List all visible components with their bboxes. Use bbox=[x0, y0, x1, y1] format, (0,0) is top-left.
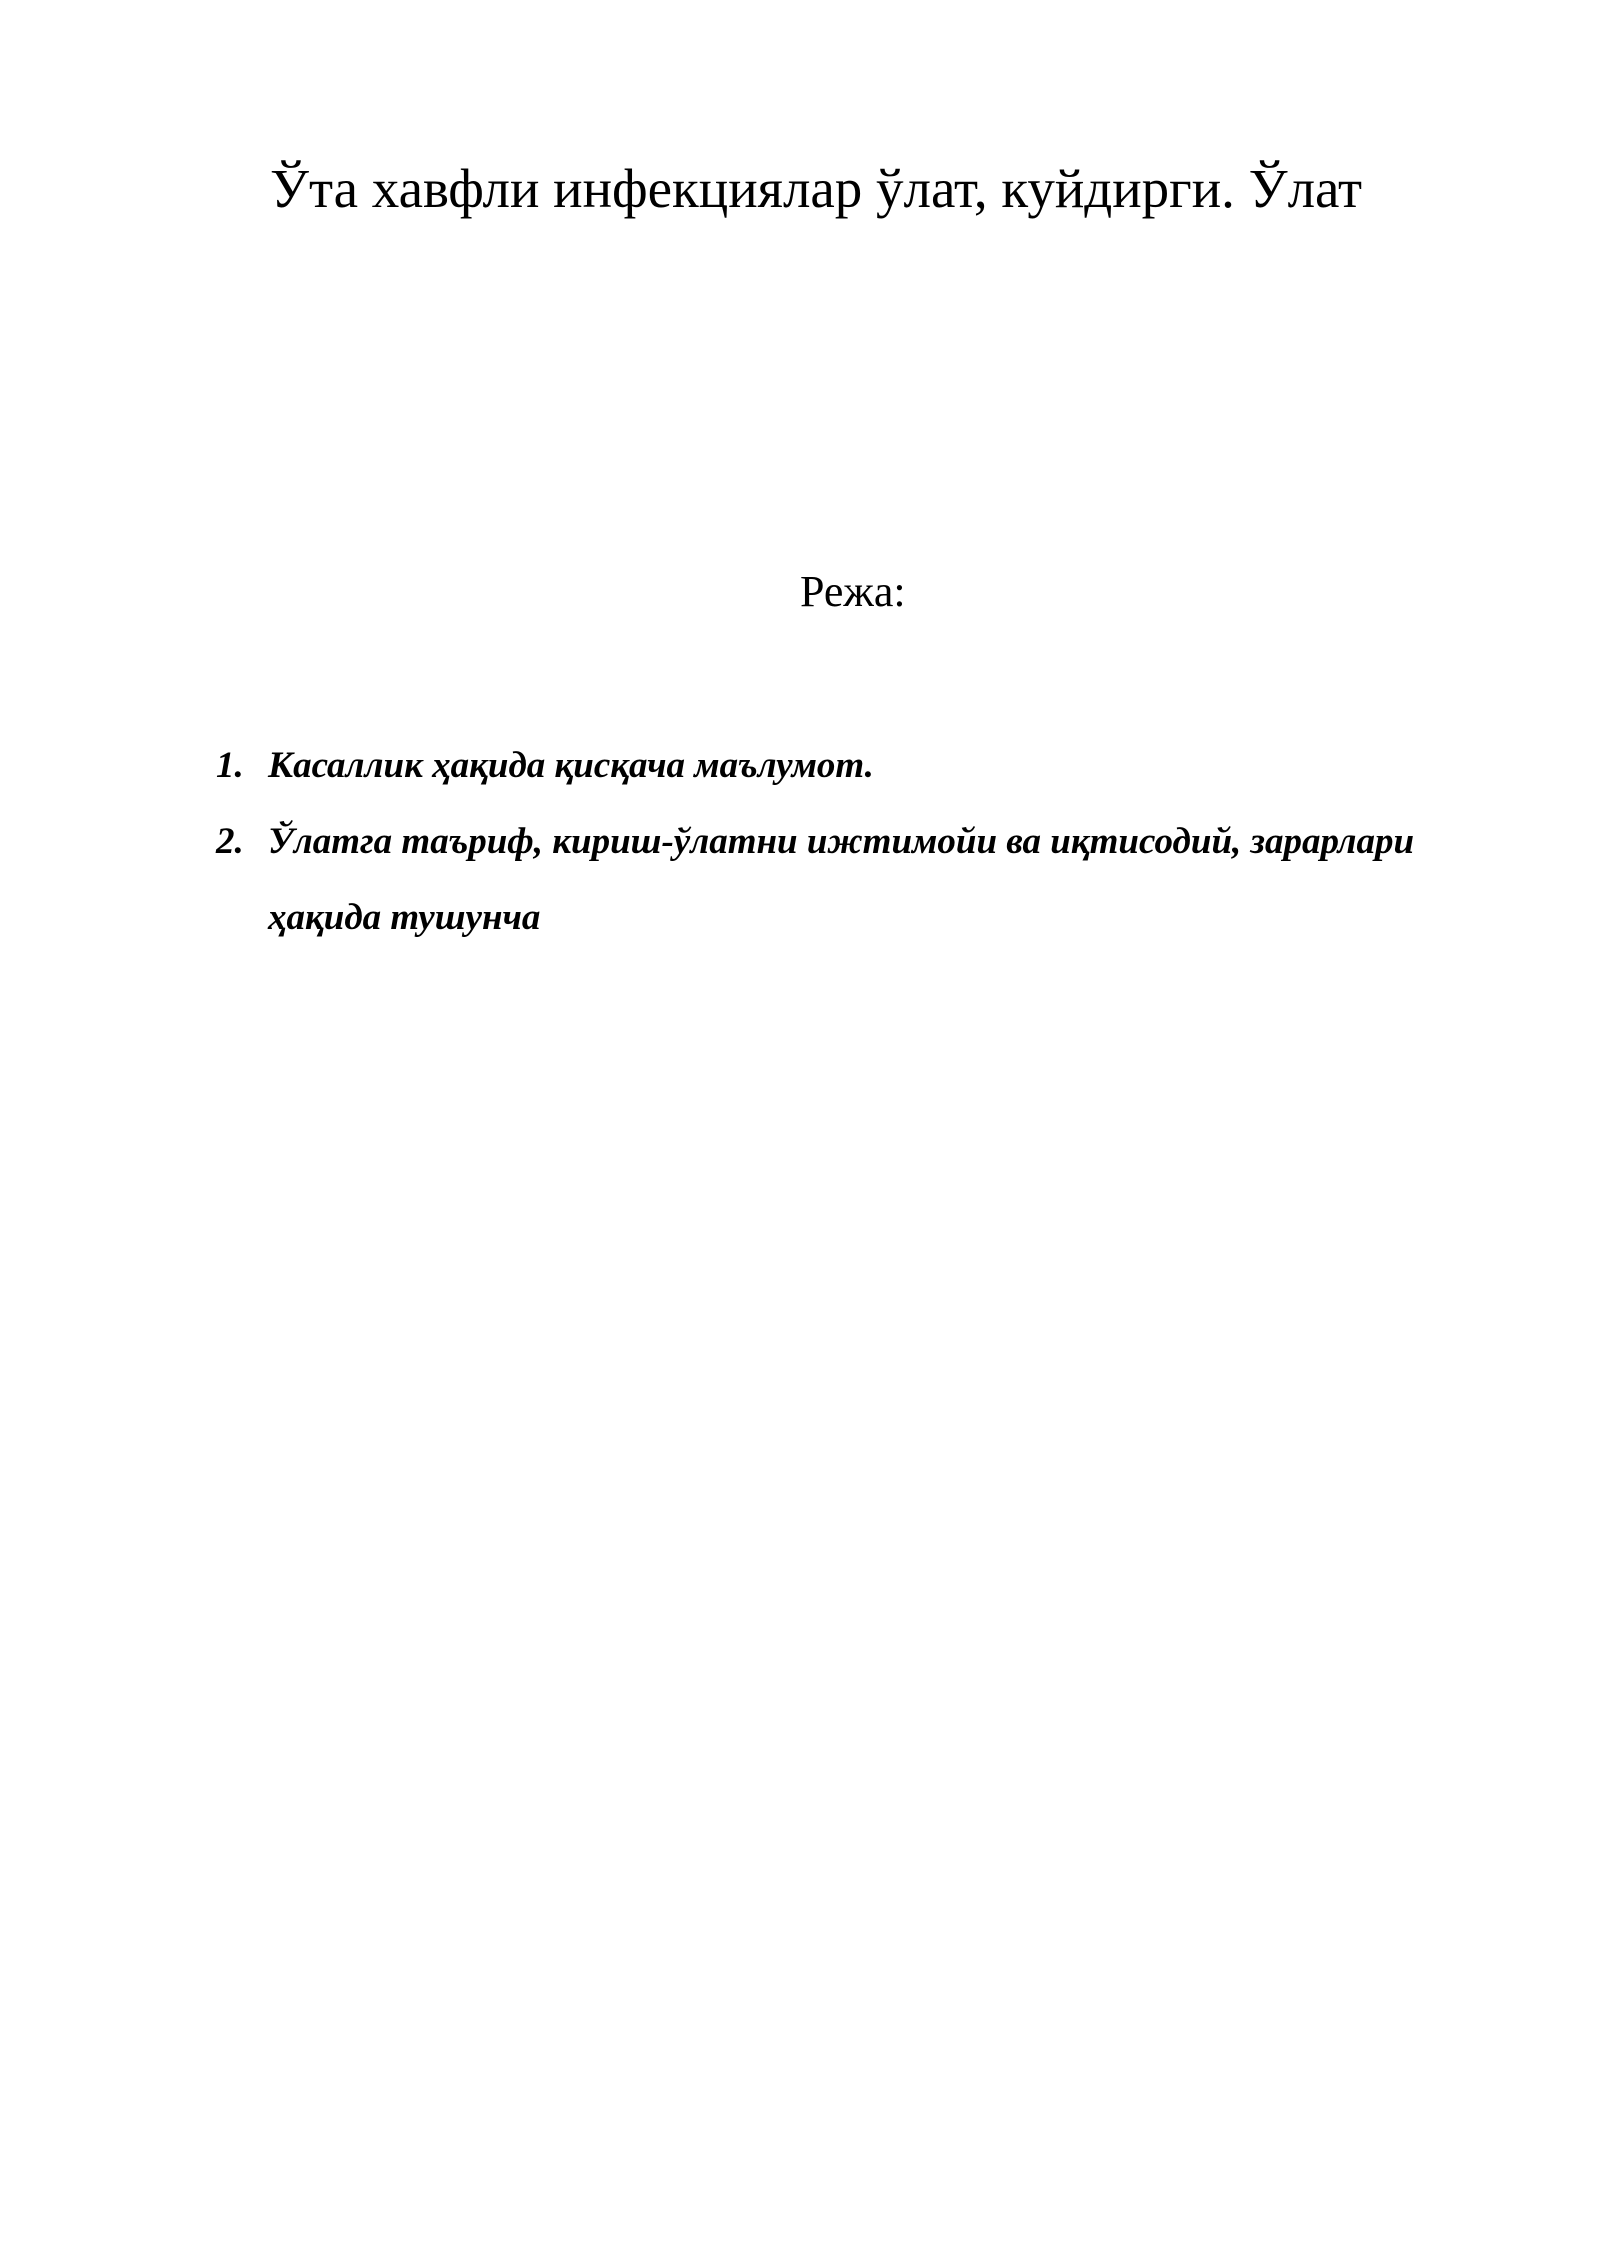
plan-item-number: 1. bbox=[216, 745, 244, 786]
plan-item-text: Касаллик ҳақида қисқача маълумот. bbox=[268, 745, 874, 786]
plan-list bbox=[216, 728, 1466, 956]
plan-item-2 bbox=[216, 804, 1466, 956]
plan-item-1 bbox=[216, 728, 1466, 804]
plan-item-number: 2. bbox=[216, 821, 244, 862]
document-title: Ўта хавфли инфекциялар ўлат, куйдирги. Ўлат bbox=[270, 158, 1363, 219]
plan-item-text: Ўлатга таъриф, кириш-ўлатни ижтимойи ва иқтисодий, зарарлари ҳақида тушунча bbox=[268, 821, 1415, 938]
plan-heading: Режа: bbox=[800, 567, 906, 616]
